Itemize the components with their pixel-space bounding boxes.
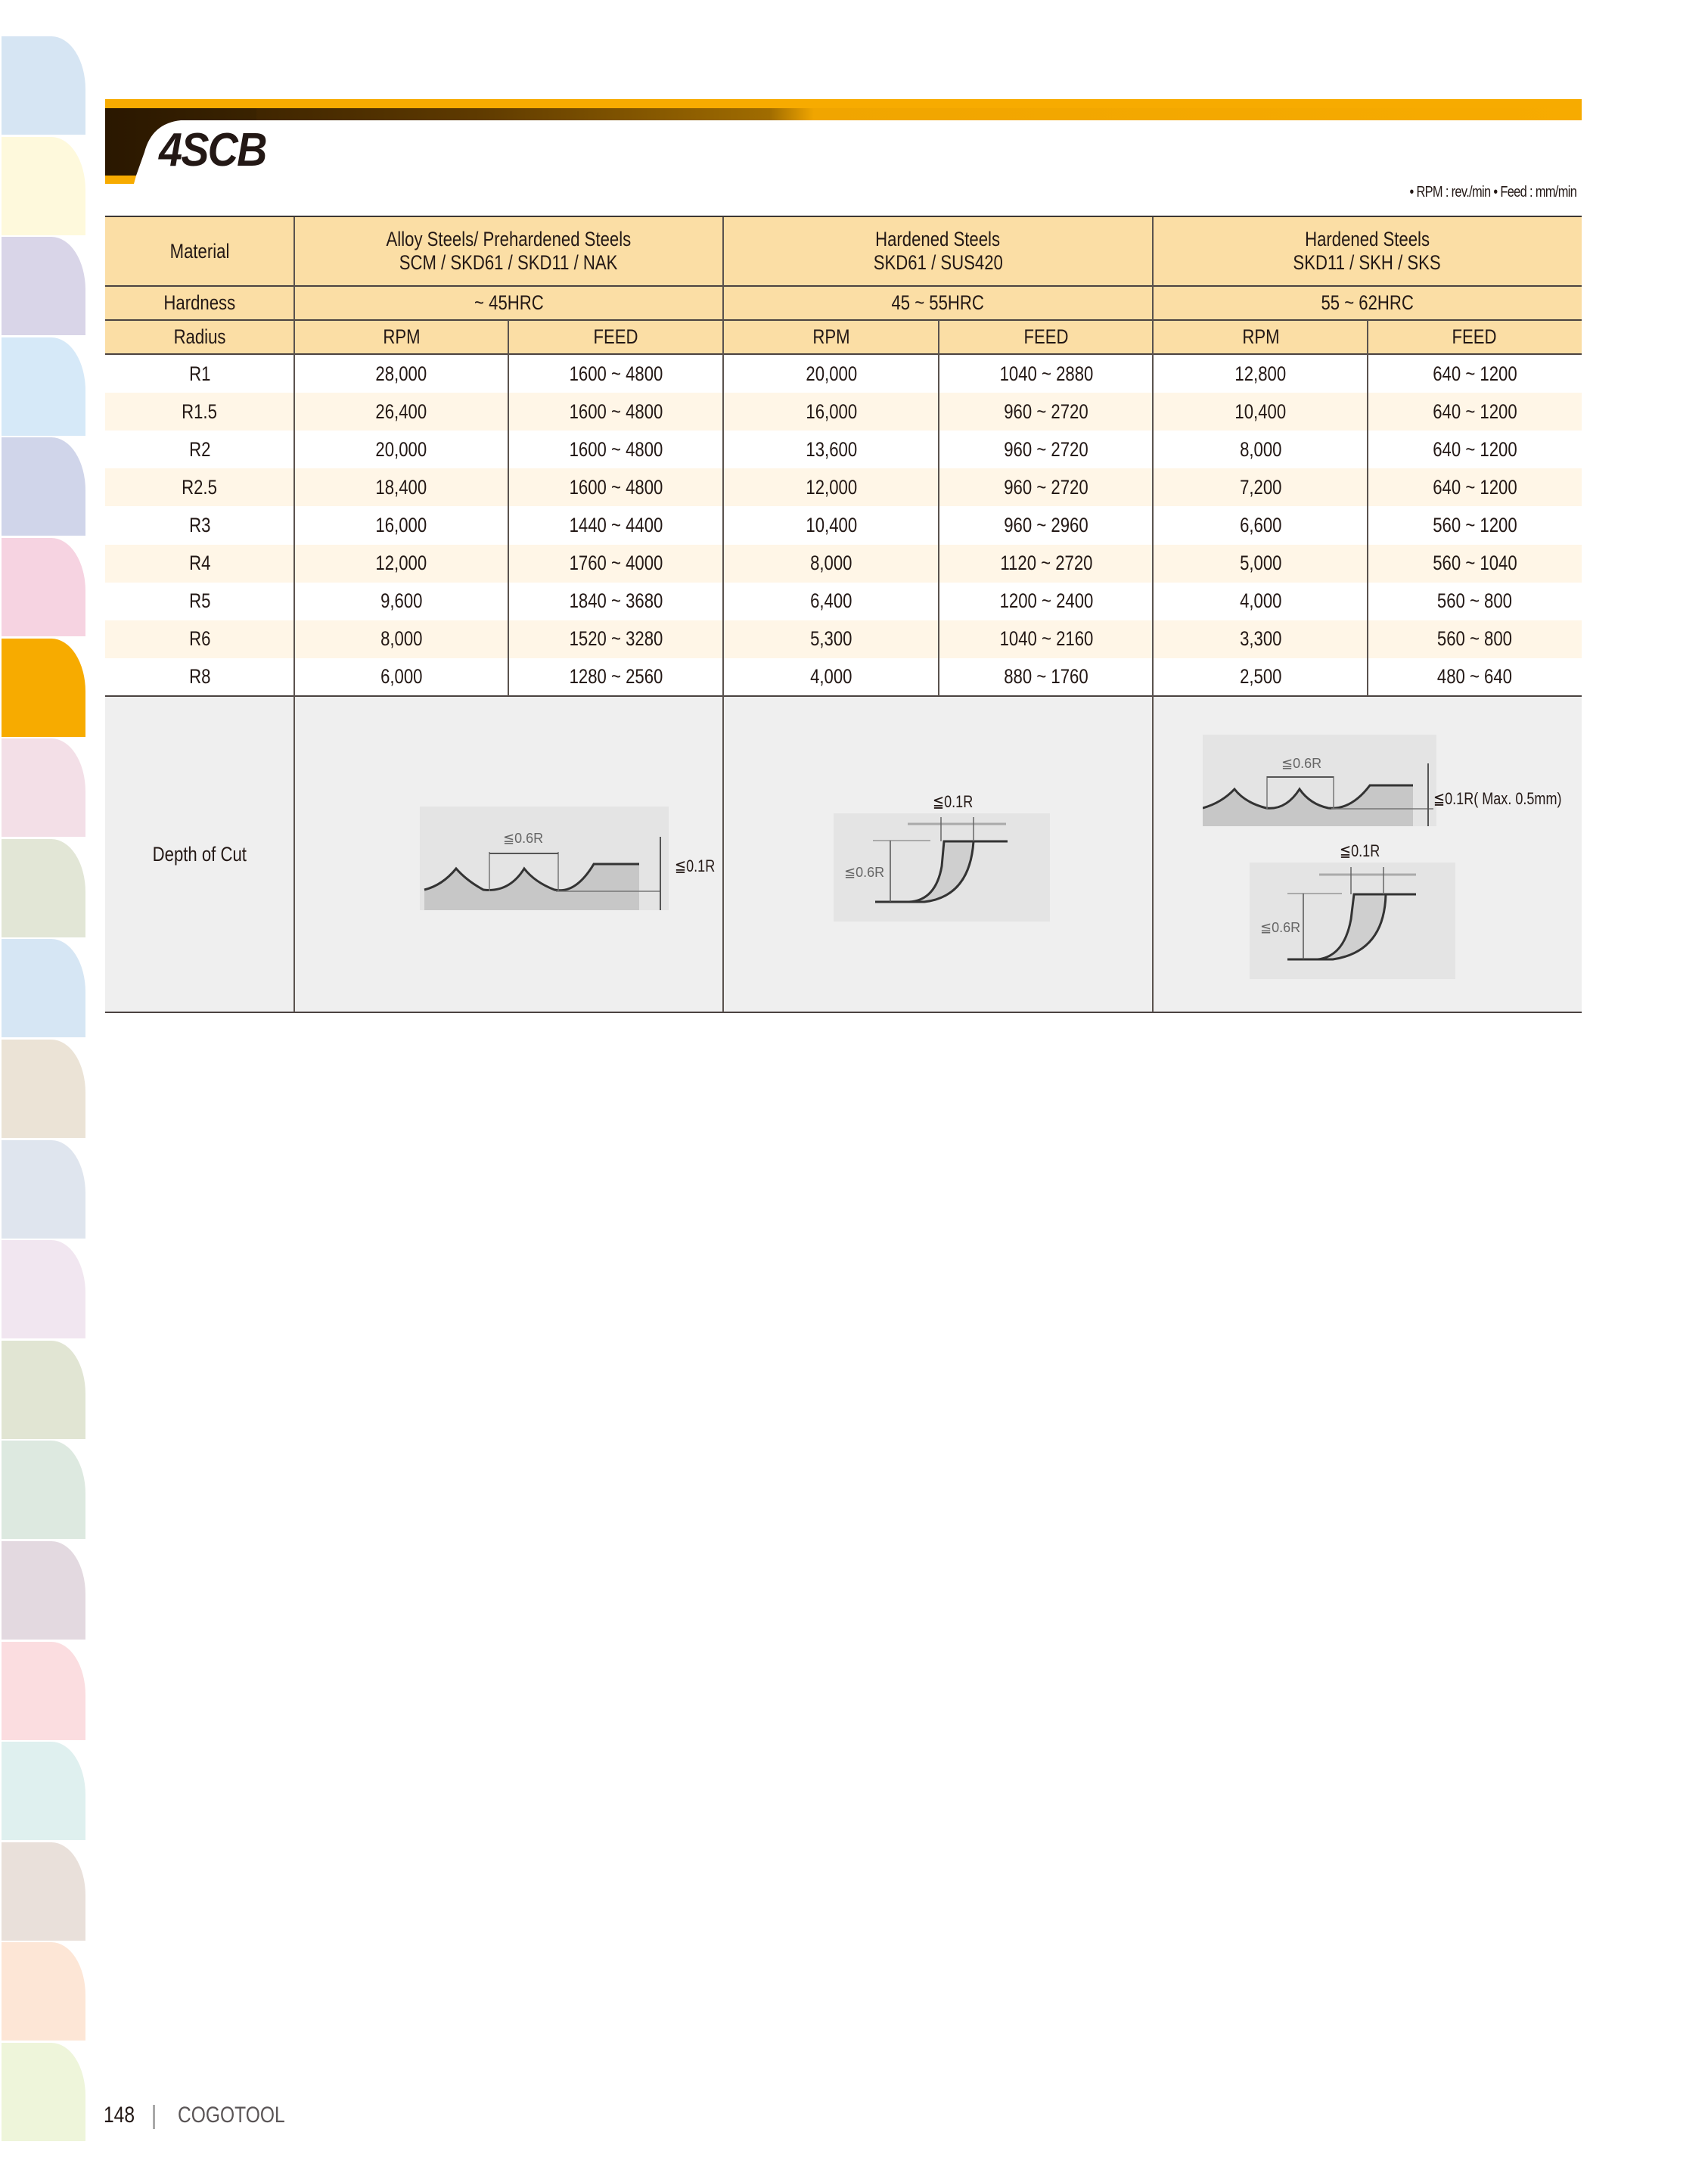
group-3-hardness: 55 ~ 62HRC [1321,291,1414,314]
feed-cell: 1280 ~ 2560 [569,665,663,689]
feed-cell: 1520 ~ 3280 [569,627,663,651]
title-banner [105,99,1582,184]
rpm-cell: 10,400 [1234,399,1287,423]
feed-cell: 1440 ~ 4400 [569,513,663,536]
feed-cell: 640 ~ 1200 [1432,437,1517,461]
grid-line [105,319,1582,321]
table-row [105,468,1582,506]
banner-accent-stripe [105,99,1582,108]
grid-line [105,1012,1582,1013]
feed-cell: 1760 ~ 4000 [569,552,663,574]
section-tab-13[interactable] [2,1240,85,1338]
feed-cell: 1040 ~ 2880 [999,362,1093,385]
rpm-cell: 12,000 [375,552,427,574]
radius-cell: R2.5 [182,475,218,499]
section-tab-12[interactable] [2,1140,85,1239]
units-note: • RPM : rev./min • Feed : mm/min [1409,184,1576,200]
rpm-cell: 4,000 [1239,589,1282,613]
section-tab-18[interactable] [2,1742,85,1840]
banner-dark-band [105,108,1582,120]
rpm-cell: 5,300 [810,627,852,651]
group-1-hardness: ~ 45HRC [474,291,544,314]
feed-cell: 880 ~ 1760 [1004,665,1088,689]
depth-of-cut-row [105,696,1582,1012]
grid-line [293,217,295,1012]
feed-cell: 960 ~ 2720 [1004,437,1088,461]
feed-cell: 640 ~ 1200 [1432,475,1517,499]
depth-label: ≦0.1R [933,792,974,811]
section-tab-16[interactable] [2,1541,85,1640]
rpm-cell: 13,600 [806,437,857,461]
section-tab-6[interactable] [2,538,85,636]
grid-line [105,695,1582,697]
feed-cell: 1120 ~ 2720 [999,552,1093,574]
radius-cell: R1.5 [182,399,218,423]
page-title: 4SCB [159,124,266,176]
section-tab-17[interactable] [2,1642,85,1740]
rpm-cell: 2,500 [1239,665,1282,689]
feed-cell: 1600 ~ 4800 [569,475,663,499]
feed-cell: 480 ~ 640 [1436,665,1513,689]
feed-cell: 1840 ~ 3680 [569,589,663,613]
section-tab-19[interactable] [2,1842,85,1941]
feed-cell: 1600 ~ 4800 [569,399,663,423]
scallop-diagram [420,807,669,910]
radius-cell: R8 [188,665,211,689]
feed-cell: 1600 ~ 4800 [569,437,663,461]
radius-label: Radius [173,325,226,348]
depth-label: ≦0.1R( Max. 0.5mm) [1433,789,1562,808]
grid-line [105,353,1582,355]
table-row [105,583,1582,620]
feed-cell: 960 ~ 2720 [1004,475,1088,499]
rpm-cell: 6,600 [1239,513,1282,536]
rpm-cell: 5,000 [1239,552,1282,574]
material-label: Material [169,239,230,263]
section-tab-20[interactable] [2,1942,85,2041]
svg-text:≦0.6R: ≦0.6R [1260,920,1301,935]
rpm-cell: 28,000 [375,362,427,385]
hardness-label: Hardness [163,291,236,314]
feed-cell: 560 ~ 1040 [1432,552,1517,574]
table-row [105,545,1582,583]
hardness-row [105,285,1582,320]
feed-cell: 560 ~ 800 [1436,589,1513,613]
section-tab-5[interactable] [2,437,85,536]
feed-cell: 640 ~ 1200 [1432,362,1517,385]
radius-cell: R6 [188,627,211,651]
feed-cell: 960 ~ 2960 [1004,513,1088,536]
feed-cell: 1040 ~ 2160 [999,627,1093,651]
footer-separator [153,2105,155,2129]
radius-cell: R3 [188,513,211,536]
feed-header: FEED [1452,325,1498,348]
rpm-cell: 4,000 [810,665,852,689]
group-1-material: Alloy Steels/ Prehardened Steels SCM / SKD61 / SKD11 / NAK [386,228,632,274]
rpm-cell: 8,000 [1239,437,1282,461]
material-header-row [105,217,1582,285]
scallop-diagram [1203,735,1436,826]
feed-cell: 960 ~ 2720 [1004,399,1088,423]
side-cut-diagram [1250,863,1455,979]
group-2-hardness: 45 ~ 55HRC [891,291,985,314]
rpm-cell: 16,000 [806,399,857,423]
rpm-header: RPM [382,325,421,348]
depth-of-cut-label: Depth of Cut [152,842,247,866]
grid-line [105,285,1582,287]
rpm-cell: 12,000 [806,475,857,499]
rpm-cell: 20,000 [375,437,427,461]
feed-cell: 560 ~ 800 [1436,627,1513,651]
cutting-conditions-table [105,216,1582,1012]
feed-cell: 560 ~ 1200 [1432,513,1517,536]
section-tab-14[interactable] [2,1341,85,1439]
rpm-header: RPM [812,325,850,348]
section-tab-9[interactable] [2,839,85,937]
table-row [105,506,1582,544]
feed-cell: 640 ~ 1200 [1432,399,1517,423]
page-number: 148 [104,2103,135,2128]
group-3-material: Hardened Steels SKD11 / SKH / SKS [1293,228,1442,274]
table-row [105,355,1582,393]
grid-line [508,320,509,696]
radius-cell: R1 [188,362,211,385]
section-tab-3[interactable] [2,237,85,335]
rpm-cell: 6,000 [380,665,423,689]
table-row [105,658,1582,696]
section-tab-4[interactable] [2,337,85,436]
radius-cell: R5 [188,589,211,613]
table-row [105,431,1582,468]
rpm-header: RPM [1241,325,1280,348]
brand-name: COGOTOOL [178,2103,285,2128]
section-tab-10[interactable] [2,939,85,1037]
grid-line [938,320,939,696]
rpm-cell: 10,400 [806,513,857,536]
feed-cell: 1600 ~ 4800 [569,362,663,385]
table-row [105,393,1582,431]
table-row [105,620,1582,658]
rpm-cell: 12,800 [1234,362,1287,385]
rpm-cell: 20,000 [806,362,857,385]
section-tab-7[interactable] [2,639,85,737]
group-2-material: Hardened Steels SKD61 / SUS420 [873,228,1003,274]
rpm-cell: 7,200 [1239,475,1282,499]
section-tab-1[interactable] [2,36,85,135]
grid-line [1152,217,1154,1012]
section-tab-11[interactable] [2,1040,85,1138]
rpm-cell: 3,300 [1239,627,1282,651]
rpm-cell: 8,000 [810,552,852,574]
svg-text:≦0.6R: ≦0.6R [503,831,544,846]
radius-cell: R2 [188,437,211,461]
section-tab-2[interactable] [2,137,85,235]
section-tab-15[interactable] [2,1441,85,1539]
depth-label: ≦0.1R [675,856,716,875]
rpm-cell: 6,400 [810,589,852,613]
rpm-cell: 8,000 [380,627,423,651]
grid-line [722,217,724,1012]
feed-header: FEED [1023,325,1069,348]
column-header-row [105,320,1582,354]
grid-line [1367,320,1368,696]
depth-label: ≦0.1R [1340,841,1380,860]
section-tab-8[interactable] [2,738,85,837]
rpm-cell: 9,600 [380,589,423,613]
side-cut-diagram [834,813,1050,922]
rpm-cell: 26,400 [375,399,427,423]
radius-cell: R4 [188,552,211,574]
section-tab-21[interactable] [2,2043,85,2141]
feed-header: FEED [593,325,639,348]
svg-text:≦0.6R: ≦0.6R [1281,756,1322,771]
rpm-cell: 16,000 [375,513,427,536]
svg-text:≦0.6R: ≦0.6R [844,865,885,880]
feed-cell: 1200 ~ 2400 [999,589,1093,613]
rpm-cell: 18,400 [375,475,427,499]
